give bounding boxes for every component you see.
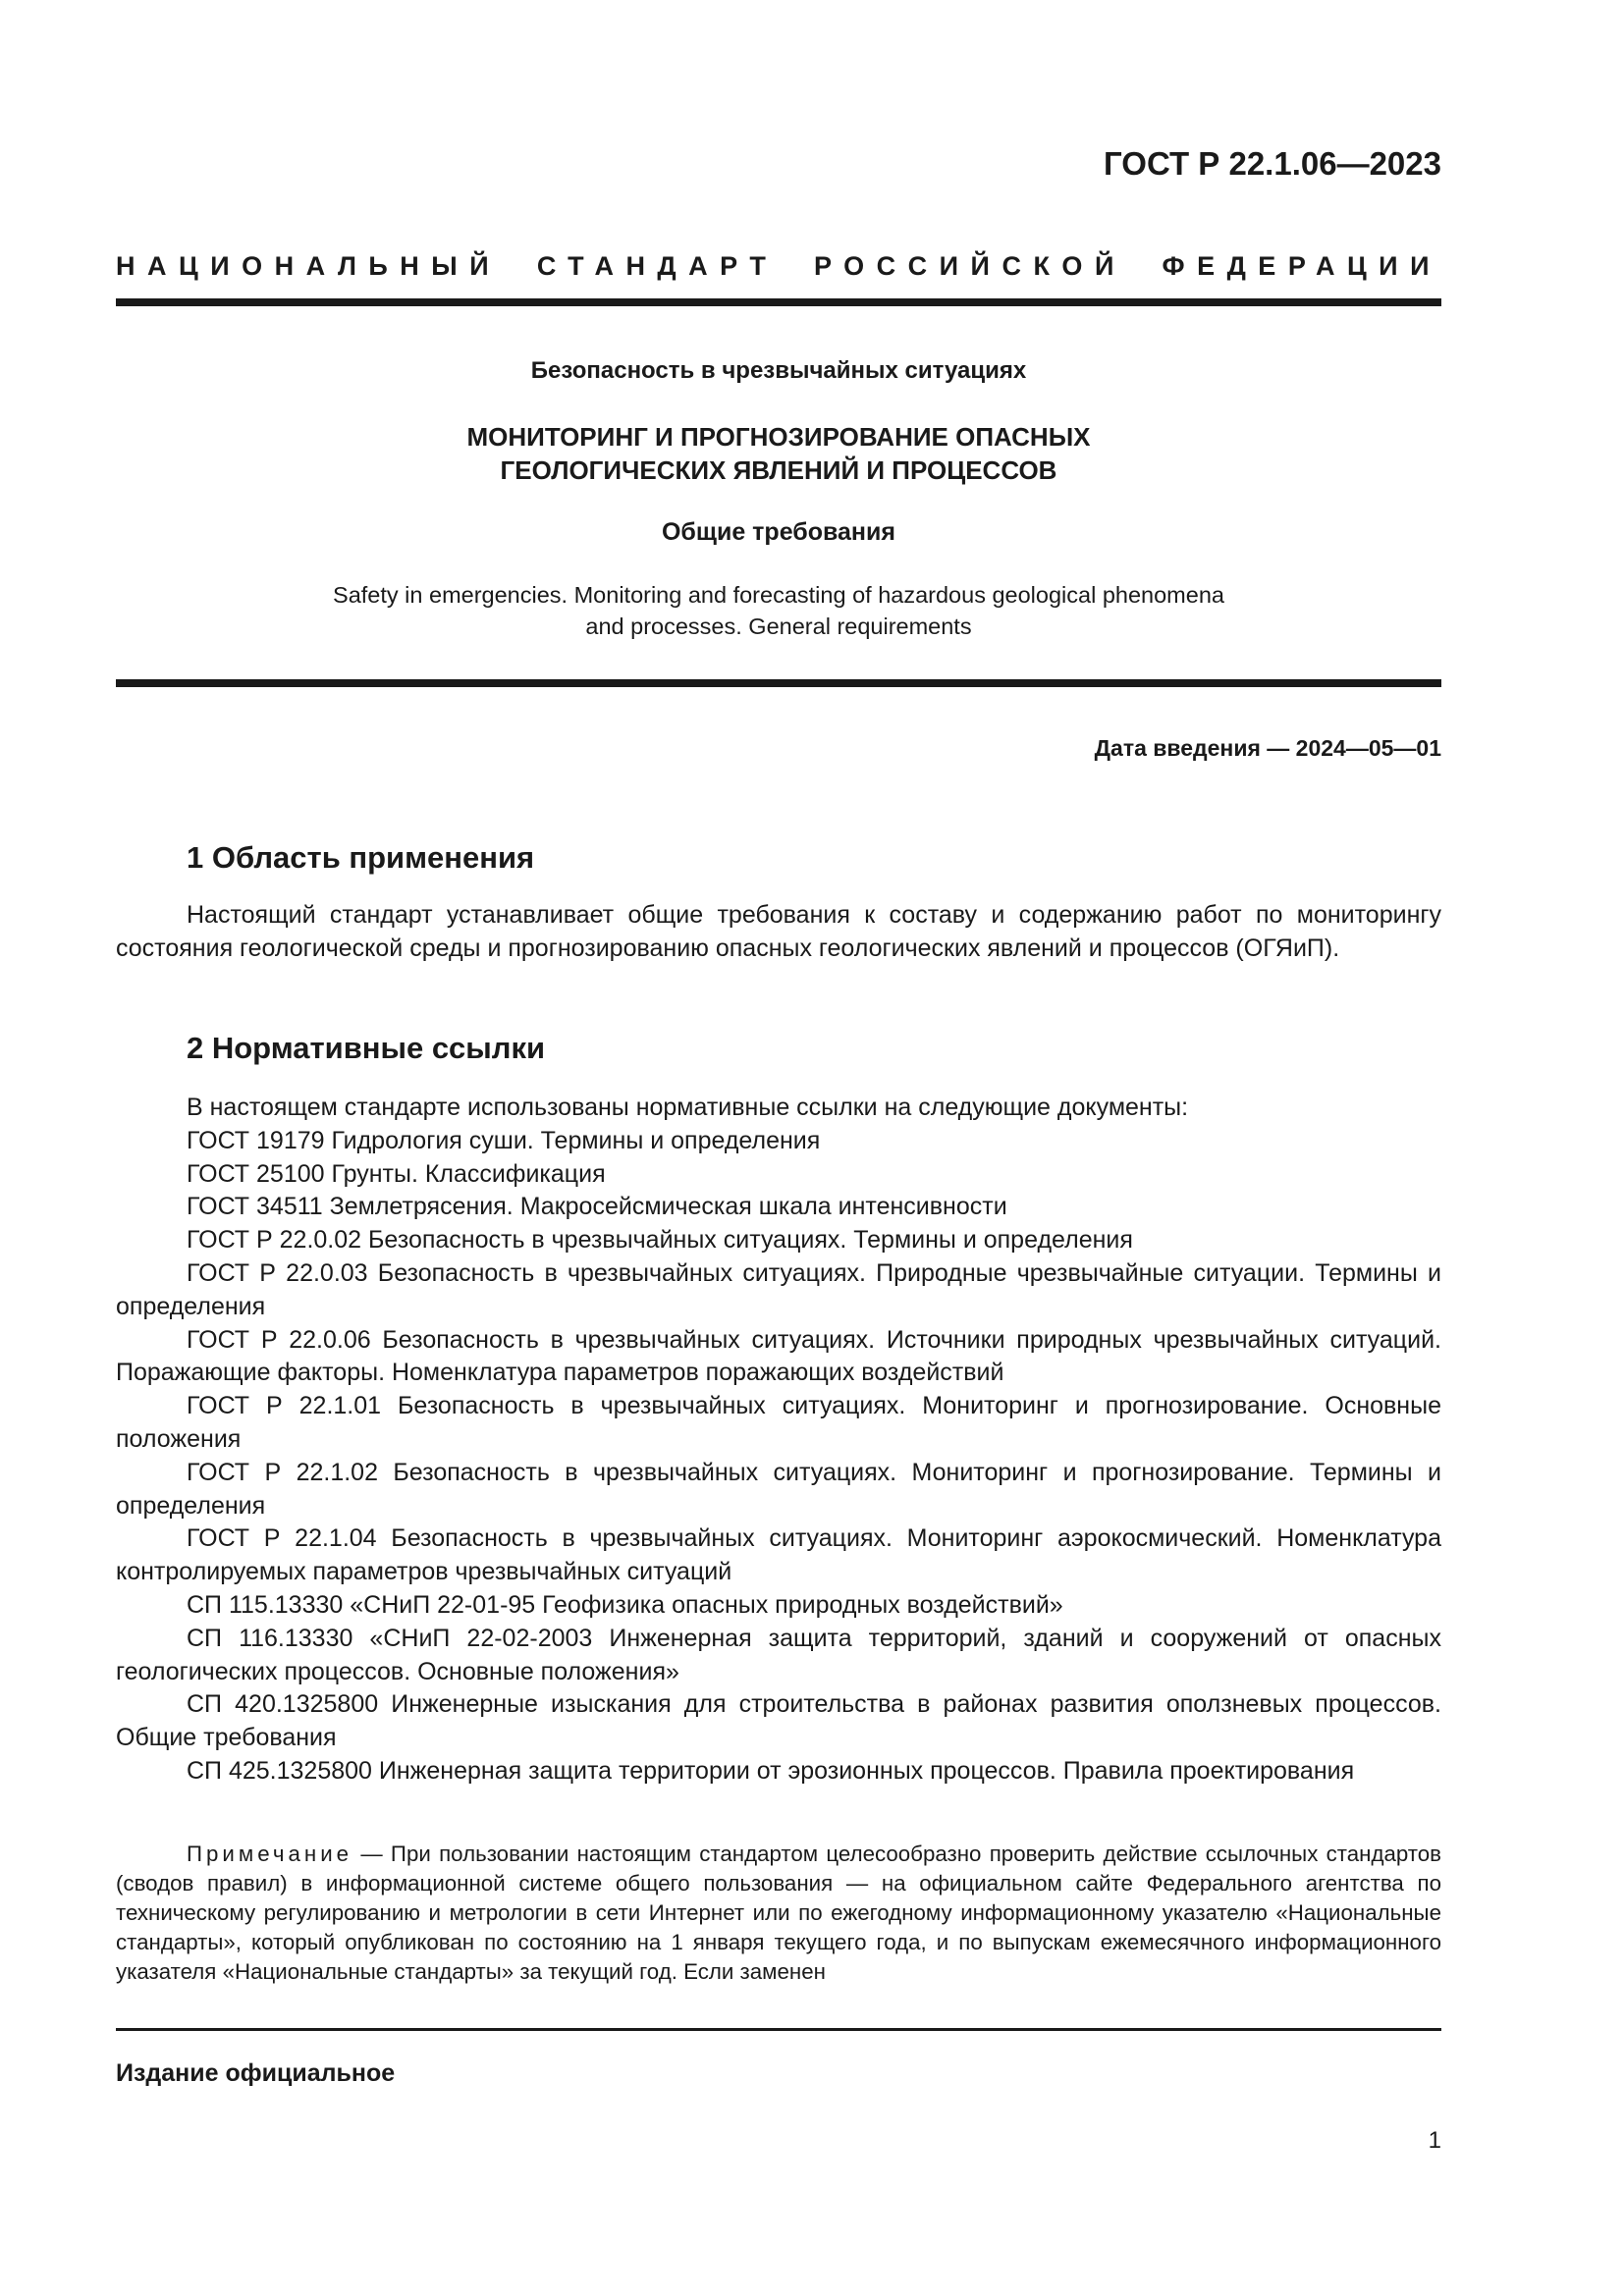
- reference-item: ГОСТ Р 22.0.06 Безопасность в чрезвычайных ситуациях. Источники природных чрезвычайных ситуаций. Поражающие факторы. Номенклатура параметров поражающих воздействий: [116, 1325, 1441, 1387]
- reference-item: ГОСТ Р 22.1.02 Безопасность в чрезвычайных ситуациях. Мониторинг и прогнозирование. Термины и определения: [116, 1458, 1441, 1520]
- english-title-line2: and processes. General requirements: [585, 614, 972, 639]
- normative-references: [116, 1092, 1441, 1789]
- official-edition-label: Издание официальное: [116, 2059, 396, 2087]
- section1-text: Настоящий стандарт устанавливает общие требования к составу и содержанию работ по мониторингу состояния геологической среды и прогнозированию опасных геологических явлений и процессов (ОГЯиП).: [116, 901, 1441, 962]
- page-number: 1: [1428, 2127, 1441, 2154]
- main-title: [116, 420, 1441, 487]
- introduction-date: Дата введения — 2024—05—01: [1094, 735, 1441, 761]
- reference-item: СП 420.1325800 Инженерные изыскания для строительства в районах развития оползневых процессов. Общие требования: [116, 1690, 1441, 1752]
- general-requirements-title: Общие требования: [661, 518, 895, 546]
- reference-item: ГОСТ 25100 Грунты. Классификация: [187, 1159, 606, 1188]
- top-rule: [116, 298, 1441, 306]
- title-bottom-rule: [116, 679, 1441, 687]
- reference-item: ГОСТ 34511 Землетрясения. Макросейсмическая шкала интенсивности: [187, 1193, 1007, 1221]
- footer-rule: [116, 2028, 1441, 2031]
- section2-heading: 2 Нормативные ссылки: [187, 1031, 546, 1065]
- main-title-line1: МОНИТОРИНГ И ПРОГНОЗИРОВАНИЕ ОПАСНЫХ: [466, 422, 1091, 452]
- reference-item: ГОСТ Р 22.1.01 Безопасность в чрезвычайных ситуациях. Мониторинг и прогнозирование. Основные положения: [116, 1392, 1441, 1453]
- reference-item: ГОСТ Р 22.0.03 Безопасность в чрезвычайных ситуациях. Природные чрезвычайные ситуации. Термины и определения: [116, 1258, 1441, 1320]
- reference-item: ГОСТ Р 22.0.02 Безопасность в чрезвычайных ситуациях. Термины и определения: [187, 1226, 1133, 1255]
- reference-item: ГОСТ Р 22.1.04 Безопасность в чрезвычайных ситуациях. Мониторинг аэрокосмический. Номенклатура контролируемых параметров чрезвычайных ситуаций: [116, 1524, 1441, 1586]
- reference-item: ГОСТ 19179 Гидрология суши. Термины и определения: [187, 1126, 821, 1154]
- main-title-line2: ГЕОЛОГИЧЕСКИХ ЯВЛЕНИЙ И ПРОЦЕССОВ: [500, 455, 1057, 485]
- national-standard-banner: НАЦИОНАЛЬНЫЙ СТАНДАРТ РОССИЙСКОЙ ФЕДЕРАЦИИ: [116, 251, 1441, 281]
- gost-number: ГОСТ Р 22.1.06—2023: [1104, 145, 1441, 182]
- reference-item: СП 116.13330 «СНиП 22-02-2003 Инженерная защита территорий, зданий и сооружений от опасных геологических процессов. Основные положения»: [116, 1624, 1441, 1685]
- note-paragraph: [116, 1840, 1441, 1987]
- note-text: — При пользовании настоящим стандартом целесообразно проверить действие ссылочных стандартов (сводов правил) в информационной системе общего пользования — на официальном сайте Федерального агентства по техническому регулированию и метрологии в сети Интернет или по ежегодному информационному указателю «Национальные стандарты», который опубликован по состоянию на 1 января текущего года, и по выпускам ежемесячного информационного указателя «Национальные стандарты» за текущий год. Если заменен: [116, 1842, 1441, 1984]
- english-title: [116, 579, 1441, 642]
- reference-item: СП 115.13330 «СНиП 22-01-95 Геофизика опасных природных воздействий»: [187, 1590, 1063, 1619]
- reference-item: СП 425.1325800 Инженерная защита территории от эрозионных процессов. Правила проектирования: [187, 1756, 1355, 1785]
- english-title-line1: Safety in emergencies. Monitoring and forecasting of hazardous geological phenomena: [333, 582, 1224, 608]
- note-label: Примечание: [187, 1842, 353, 1866]
- subject-title: Безопасность в чрезвычайных ситуациях: [530, 357, 1027, 384]
- references-intro: В настоящем стандарте использованы нормативные ссылки на следующие документы:: [187, 1094, 1189, 1121]
- section1-heading: 1 Область применения: [187, 840, 535, 875]
